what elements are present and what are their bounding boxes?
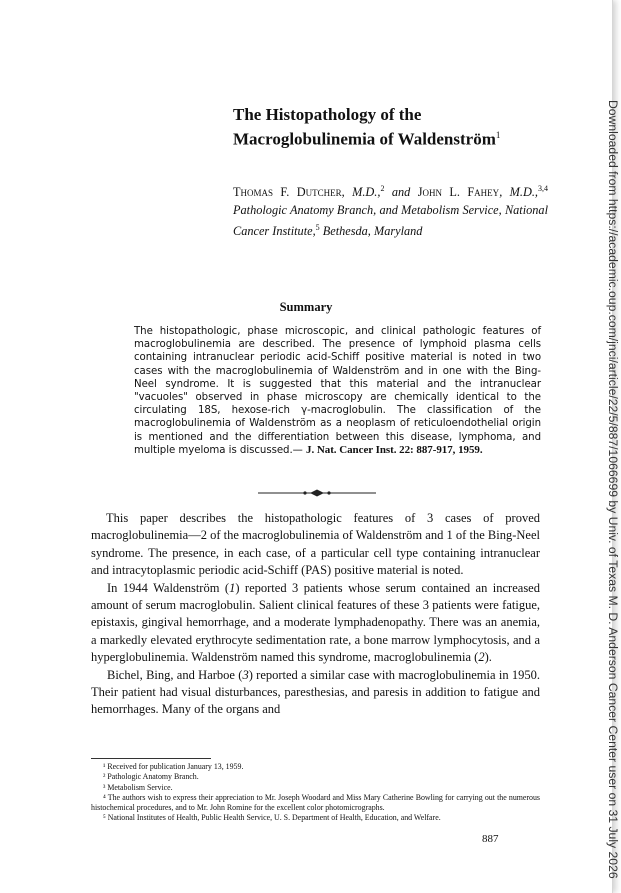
body-paragraph	[91, 580, 540, 667]
footnote: ⁴ The authors wish to express their appreciation to Mr. Joseph Woodard and Miss Mary Catherine Bowling for carrying out the numerous histochemical procedures, and to Mr. John Romine for the excellent color photomicrographs.	[91, 792, 540, 813]
footnote: ³ Metabolism Service.	[103, 782, 173, 792]
affiliation-footnote-ref: 5	[315, 223, 320, 233]
footnotes	[91, 758, 540, 824]
author-block	[233, 180, 548, 241]
summary-text: The histopathologic, phase microscopic, and clinical pathologic features of macroglobulinemia are described. The presence of lymphoid plasma cells containing intranuclear periodic acid-Schiff positive material is noted in two cases with the macroglobulinemia of Waldenström and in one with the Bing-Neel syndrome. It is suggested that this material and the intranuclear "vacuoles" observed in phase microscopy are chemically identical to the circulating 18S, hexose-rich γ-macroglobulin. The classification of the macroglobulinemia of Waldenström as a neoplasm of reticuloendothelial origin is mentioned and the differentiation between this disease, lymphoma, and multiple myeloma is discussed.—	[134, 326, 541, 456]
author-name: Thomas F. Dutcher	[233, 185, 342, 200]
author-name: John L. Fahey	[417, 185, 500, 200]
footnote: ⁵ National Institutes of Health, Public Health Service, U. S. Department of Health, Education, and Welfare.	[103, 813, 441, 823]
reference-number[interactable]: 1	[229, 580, 236, 595]
download-notice-text[interactable]: Downloaded from https://academic.oup.com/jnci/article/22/5/887/1066699 by Univ. of Texas M. D. Anderson Cancer Center user on 31 July 2026	[606, 100, 620, 879]
title-footnote-ref: 1	[495, 130, 501, 140]
page-number: 887	[482, 833, 499, 845]
section-divider-ornament	[258, 489, 376, 497]
summary-heading: Summary	[279, 300, 333, 314]
author-conjunction: and	[384, 185, 418, 200]
body-paragraph: This paper describes the histopathologic features of 3 cases of proved macroglobulinemia—2 of the macroglobulinemia of Waldenström and 1 of the Bing-Neel syndrome. The presence, in each case, of a particular cell type containing intranuclear and intracytoplasmic periodic acid-Schiff (PAS) positive material is noted.	[91, 511, 540, 578]
body-text: ) reported a similar case with macroglobulinemia in 1950. Their patient had visual disturbances, paresthesias, and paresis in addition to fatigue and hemorrhages. Many of the organs and	[91, 667, 541, 717]
author-footnote-ref: 2	[380, 184, 385, 193]
body-text: In 1944 Waldenström (	[107, 580, 230, 595]
reference-number[interactable]: 3	[242, 667, 249, 682]
footnote: ² Pathologic Anatomy Branch.	[103, 772, 199, 782]
article-title	[233, 104, 553, 150]
author-degree: , M.D.,	[499, 185, 539, 200]
summary-abstract	[134, 325, 541, 457]
author-degree: , M.D.,	[341, 185, 381, 200]
author-location: Bethesda, Maryland	[319, 224, 423, 239]
footnote-rule	[91, 758, 211, 759]
body-text: ).	[484, 650, 492, 665]
body-text: ) reported 3 patients whose serum contained an increased amount of serum macroglobulin. Salient clinical features of these 3 patients were fatigue, epistaxis, gingival hemorrhage, and a moderate lymphadenopathy. There was an anemia, a markedly elevated erythrocyte sedimentation rate, a bone marrow lymphocytosis, and a hyperglobulinemia. Waldenström named this syndrome, macroglobulinemia (	[91, 580, 540, 665]
body-paragraph	[91, 667, 540, 719]
footnote: ¹ Received for publication January 13, 1959.	[103, 762, 244, 771]
body-text: Bichel, Bing, and Harboe (	[107, 667, 243, 682]
reference-number[interactable]: 2	[478, 650, 485, 665]
author-affiliation: Pathologic Anatomy Branch, and Metabolism Service, National Cancer Institute,	[233, 202, 548, 239]
journal-citation: J. Nat. Cancer Inst. 22: 887-917, 1959.	[306, 443, 483, 456]
author-footnote-ref: 3,4	[538, 184, 549, 193]
article-title-text: The Histopathology of the Macroglobulinemia of Waldenström	[233, 105, 496, 149]
article-body	[91, 510, 540, 719]
download-watermark	[604, 100, 620, 879]
